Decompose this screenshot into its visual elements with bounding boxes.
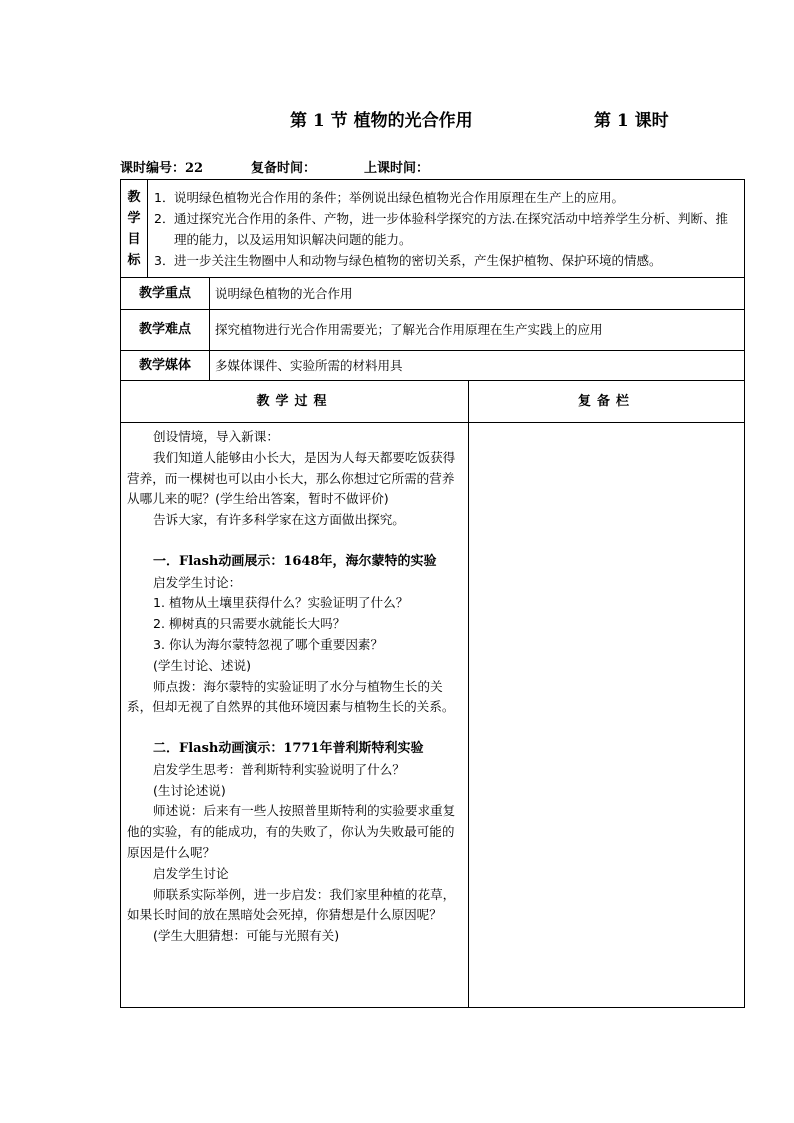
question-item: 1. 植物从土壤里获得什么？实验证明了什么？	[153, 595, 409, 611]
process-paragraph: 师点拨：海尔蒙特的实验证明了水分与植物生长的关系，但却无视了自然界的其他环境因素与植物生长的关系。	[127, 678, 455, 715]
key-point-row	[121, 278, 745, 310]
goals-row	[121, 180, 745, 278]
process-paragraph: 师联系实际举例，进一步启发：我们家里种植的花草，如果长时间的放在黑暗处会死掉，你猜想是什么原因呢？	[127, 886, 456, 923]
process-paragraph: 师述说：后来有一些人按照普里斯特利的实验要求重复他的实验，有的能成功，有的失败了，你认为失败最可能的原因是什么呢？	[127, 803, 456, 860]
process-paragraph: 告诉大家，有许多科学家在这方面做出探究。	[153, 512, 405, 528]
key-point-label: 教学重点	[121, 278, 210, 310]
lesson-number: 课时编号：22	[120, 161, 204, 176]
question-item: 2. 柳树真的只需要水就能长大吗？	[153, 616, 346, 632]
notes-column-header: 复备栏	[469, 381, 745, 423]
goal-item: 1． 说明绿色植物光合作用的条件；举例说出绿色植物光合作用原理在生产上的应用。	[154, 190, 625, 205]
process-paragraph: (学生讨论、述说)	[153, 657, 251, 673]
goal-item: 3． 进一步关注生物圈中人和动物与绿色植物的密切关系，产生保护植物、保护环境的情感。	[154, 253, 662, 268]
spacer	[127, 531, 462, 552]
goals-label: 教 学 目 标	[121, 180, 148, 278]
difficulty-label: 教学难点	[121, 310, 210, 351]
process-paragraph: 创设情境，导入新课：	[153, 429, 279, 444]
notes-column-content	[469, 423, 745, 1008]
difficulty-row	[121, 310, 745, 351]
review-time-label: 复备时间：	[251, 161, 317, 176]
page-title: 第 1 节 植物的光合作用	[290, 111, 473, 131]
title-row	[0, 106, 794, 130]
media-row	[121, 351, 745, 381]
class-time-label: 上课时间：	[364, 161, 430, 176]
difficulty-value: 探究植物进行光合作用需要光；了解光合作用原理在生产实践上的应用	[210, 310, 745, 351]
section-heading: 二．Flash动画演示：1771年普利斯特利实验	[153, 740, 424, 756]
lesson-plan-table	[120, 179, 745, 1008]
process-column-header: 教学过程	[121, 381, 469, 423]
section-heading: 一．Flash动画展示：1648年，海尔蒙特的实验	[153, 553, 437, 569]
goals-list	[148, 180, 745, 278]
process-paragraph: 启发学生讨论：	[153, 574, 242, 590]
period-label: 第 1 课时	[594, 111, 669, 131]
process-paragraph: 启发学生讨论	[153, 865, 229, 881]
media-label: 教学媒体	[121, 351, 210, 381]
teaching-process-content	[121, 423, 469, 1008]
media-value: 多媒体课件、实验所需的材料用具	[210, 351, 745, 381]
process-paragraph: (学生大胆猜想：可能与光照有关)	[153, 928, 340, 944]
question-item: 3. 你认为海尔蒙特忽视了哪个重要因素？	[153, 636, 384, 652]
process-paragraph: 我们知道人能够由小长大，是因为人每天都要吃饭获得营养，而一棵树也可以由小长大，那么你想过它所需的营养从哪儿来的呢？(学生给出答案，暂时不做评价)	[127, 449, 456, 507]
process-row	[121, 423, 745, 1008]
key-point-value: 说明绿色植物的光合作用	[210, 278, 745, 310]
process-paragraph: 启发学生思考：普利斯特利实验说明了什么？	[153, 761, 405, 777]
process-paragraph: (生讨论述说)	[153, 782, 226, 798]
spacer	[127, 718, 462, 739]
goal-item: 2． 通过探究光合作用的条件、产物，进一步体验科学探究的方法.在探究活动中培养学生分析、判断、推理的能力，以及运用知识解决问题的能力。	[154, 211, 728, 247]
column-header-row	[121, 381, 745, 423]
